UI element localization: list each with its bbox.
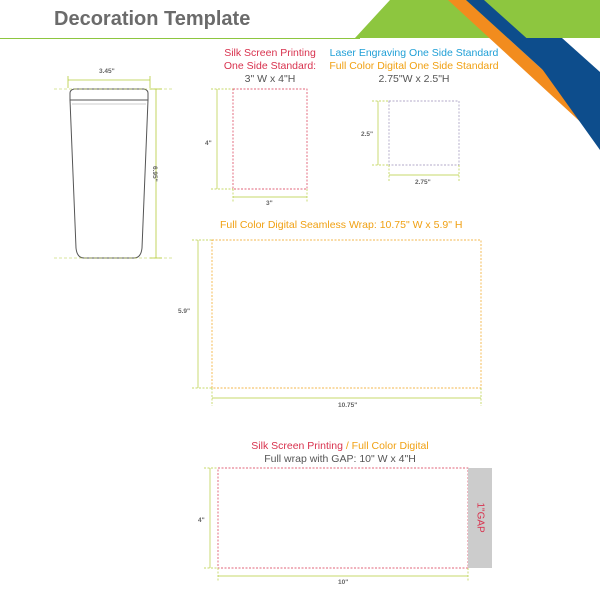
silk-screen-dimensions (211, 89, 307, 203)
gap-wrap-size: Full wrap with GAP: 10" W x 4"H (264, 453, 416, 465)
seamless-wrap-dimensions (192, 240, 481, 406)
laser-line2: Full Color Digital One Side Standard (329, 60, 499, 72)
gap-wrap-title (240, 440, 440, 453)
laser-line1: Laser Engraving One Side Standard (329, 47, 499, 59)
gap-wrap-method-b: Full Color Digital (351, 440, 429, 452)
silk-screen-width-label: 3" (266, 200, 273, 207)
gap-wrap-print-area (218, 468, 468, 568)
silk-screen-line1: Silk Screen Printing (224, 47, 316, 59)
gap-label: 1"GAP (474, 502, 486, 533)
seamless-wrap-title: Full Color Digital Seamless Wrap: 10.75" W x 5.9" H (220, 219, 463, 231)
gap-wrap-method-a: Silk Screen Printing (251, 440, 343, 452)
laser-line3: 2.75"W x 2.5"H (378, 73, 450, 85)
laser-width-label: 2.75" (415, 179, 431, 186)
gap-wrap-dimensions (204, 468, 468, 582)
silk-screen-line2: One Side Standard: (223, 60, 317, 72)
tumbler-height-label: 6.95" (151, 166, 158, 182)
navy-stripe-wide (520, 38, 600, 150)
gap-wrap-height-label: 4" (198, 517, 205, 524)
laser-engrave-print-area (389, 101, 459, 165)
silk-screen-line3: 3" W x 4"H (244, 73, 296, 85)
gap-wrap-width-label: 10" (338, 579, 349, 586)
gap-wrap-separator: / (342, 440, 352, 452)
seamless-wrap-print-area (212, 240, 481, 388)
seamless-wrap-height-label: 5.9" (178, 308, 191, 315)
page-title: Decoration Template (54, 8, 251, 30)
laser-height-label: 2.5" (361, 131, 374, 138)
silk-screen-print-area (233, 89, 307, 189)
laser-dimensions (372, 101, 459, 181)
tumbler-outline (70, 89, 148, 258)
silk-screen-height-label: 4" (205, 140, 212, 147)
tumbler-width-label: 3.45" (99, 68, 115, 75)
seamless-wrap-width-label: 10.75" (338, 402, 358, 409)
